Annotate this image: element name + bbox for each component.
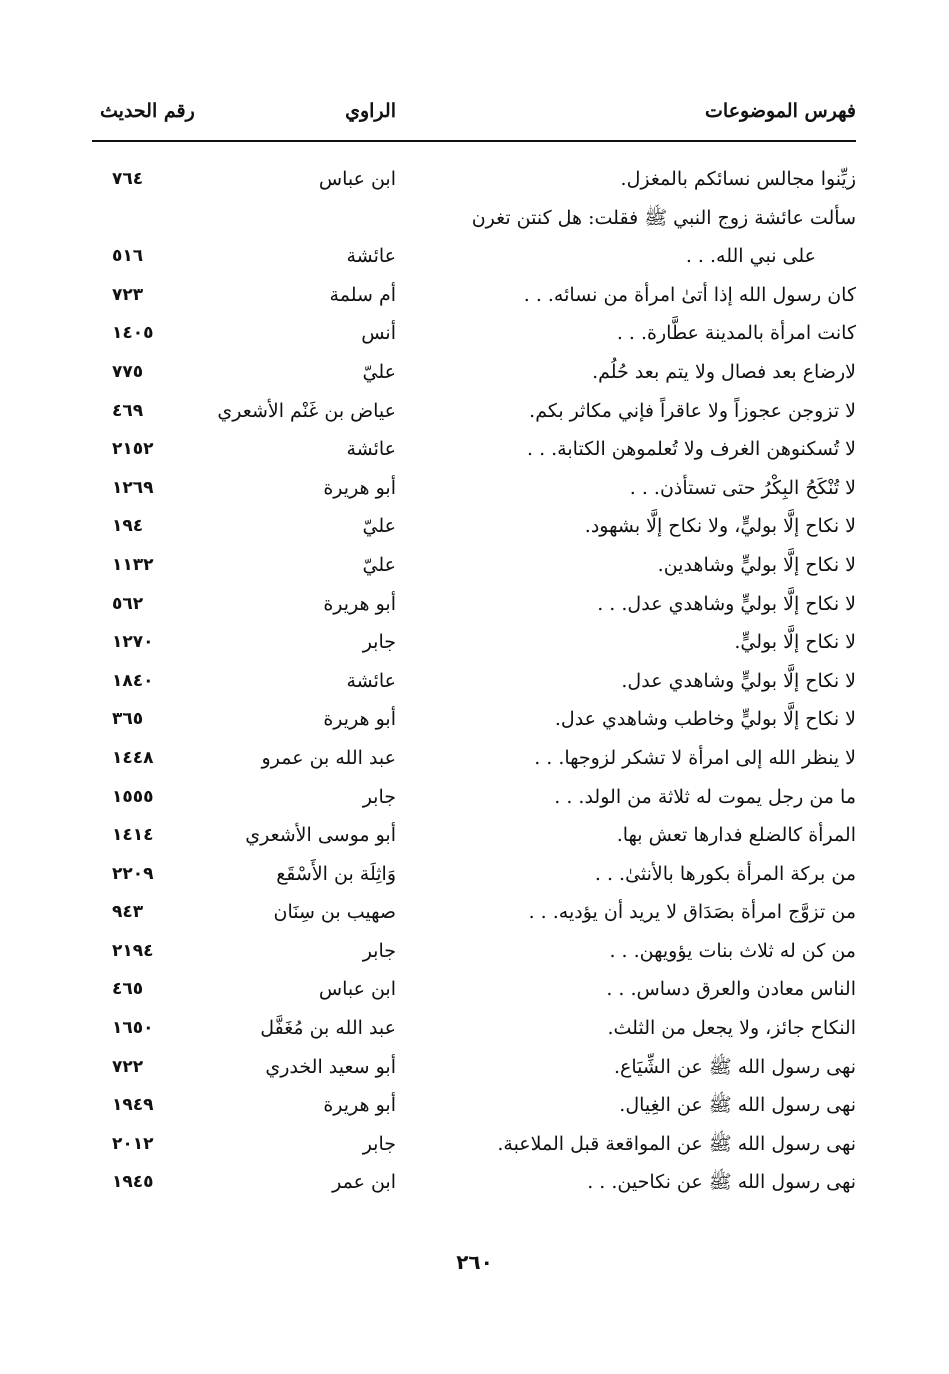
- index-row: [92, 546, 856, 585]
- hadith-text: لا ينظر الله إلى امرأة لا تشكر لزوجها. . .: [534, 746, 856, 769]
- narrator-name: جابر: [362, 785, 396, 808]
- hadith-number: ١٩٤٩: [112, 1095, 154, 1116]
- narrator-name: وَاثِلَة بن الأَسْقَع: [276, 862, 396, 885]
- hadith-text: من بركة المرأة بكورها بالأنثىٰ. . .: [594, 862, 856, 885]
- hadith-number: ١٨٤٠: [112, 670, 154, 691]
- narrator-name: جابر: [362, 631, 396, 654]
- hadith-text: نهى رسول الله ﷺ عن المواقعة قبل الملاعبة.: [497, 1132, 856, 1155]
- index-row: [92, 585, 856, 624]
- hadith-number: ٤٦٩: [112, 400, 144, 421]
- index-row: [92, 970, 856, 1009]
- hadith-text: لا نكاح إلَّا بوليٍّ وشاهدي عدل.: [621, 669, 856, 692]
- hadith-number: ١٤٠٥: [112, 323, 154, 344]
- hadith-text: لا نكاح إلَّا بوليٍّ وشاهدي عدل. . .: [597, 592, 856, 615]
- narrator-name: جابر: [362, 1132, 396, 1155]
- hadith-number: ٥١٦: [112, 246, 144, 267]
- index-row: [92, 662, 856, 701]
- narrator-name: عائشة: [346, 669, 396, 692]
- hadith-text: لا تزوجن عجوزاً ولا عاقراً فإني مكاثر بكم.: [529, 399, 856, 422]
- index-row: [92, 739, 856, 778]
- narrator-name: أبو موسى الأشعري: [245, 824, 396, 847]
- hadith-number: ٢٢٠٩: [112, 863, 154, 884]
- index-row: [92, 237, 856, 276]
- hadith-text: من تزوَّج امرأة بصَدَاق لا يريد أن يؤديه. . .: [528, 901, 856, 924]
- hadith-number: ١١٣٢: [112, 554, 154, 575]
- narrator-name: عبد الله بن عمرو: [261, 746, 396, 769]
- hadith-text: لا نكاح إلَّا بوليٍّ.: [734, 631, 856, 654]
- narrator-name: أبو سعيد الخدري: [265, 1055, 396, 1078]
- index-row: [92, 1048, 856, 1087]
- hadith-text: سألت عائشة زوج النبي ﷺ فقلت: هل كنتن تغرن: [471, 206, 856, 229]
- index-row: [92, 160, 856, 199]
- hadith-number: ٧٧٥: [112, 361, 144, 382]
- hadith-number: ١٥٥٥: [112, 786, 154, 807]
- index-row: [92, 1163, 856, 1202]
- index-row: [92, 199, 856, 238]
- hadith-number: ٢١٥٢: [112, 439, 154, 460]
- hadith-number: ٥٦٢: [112, 593, 144, 614]
- index-row: [92, 778, 856, 817]
- index-row: [92, 430, 856, 469]
- header-hadith-number: رقم الحديث: [100, 100, 195, 122]
- hadith-text: لا نكاح إلَّا بوليٍّ وخاطب وشاهدي عدل.: [554, 708, 856, 731]
- header-title: فهرس الموضوعات: [705, 100, 856, 122]
- index-row: [92, 507, 856, 546]
- narrator-name: عليّ: [362, 553, 396, 576]
- index-row: [92, 932, 856, 971]
- narrator-name: ابن عباس: [318, 168, 396, 190]
- hadith-number: ٢٠١٢: [112, 1133, 154, 1154]
- hadith-number: ١٤١٤: [112, 825, 154, 846]
- index-row: [92, 855, 856, 894]
- hadith-text: المرأة كالضلع فدارها تعش بها.: [616, 824, 856, 847]
- narrator-name: ابن عباس: [318, 978, 396, 1001]
- narrator-name: عبد الله بن مُغَفَّل: [260, 1017, 396, 1040]
- hadith-number: ٩٤٣: [112, 902, 144, 923]
- narrator-name: أبو هريرة: [323, 708, 396, 731]
- narrator-name: صهيب بن سِنَان: [273, 901, 396, 924]
- hadith-number: ١٦٥٠: [112, 1018, 154, 1039]
- index-row: [92, 1125, 856, 1164]
- narrator-name: عياض بن غَنْم الأشعري: [217, 399, 396, 422]
- narrator-name: ابن عمر: [332, 1171, 396, 1194]
- index-row: [92, 1086, 856, 1125]
- index-row: [92, 469, 856, 508]
- hadith-text: نهى رسول الله ﷺ عن الشِّيَاع.: [613, 1055, 856, 1078]
- index-row: [92, 893, 856, 932]
- narrator-name: عليّ: [362, 515, 396, 538]
- narrator-name: عائشة: [346, 438, 396, 461]
- narrator-name: أبو هريرة: [323, 476, 396, 499]
- index-row: [92, 1009, 856, 1048]
- hadith-text: الناس معادن والعرق دساس. . .: [606, 978, 856, 1001]
- index-row: [92, 700, 856, 739]
- header-rule: [92, 140, 856, 142]
- hadith-number: ٧٢٣: [112, 284, 144, 305]
- hadith-text: على نبي الله. . .: [685, 245, 816, 268]
- narrator-name: عليّ: [362, 360, 396, 383]
- hadith-number: ١٤٤٨: [112, 747, 154, 768]
- hadith-number: ١٩٤: [112, 516, 144, 537]
- hadith-number: ٤٦٥: [112, 979, 144, 1000]
- narrator-name: أنس: [361, 322, 396, 345]
- hadith-text: ما من رجل يموت له ثلاثة من الولد. . .: [554, 785, 856, 808]
- narrator-name: جابر: [362, 939, 396, 962]
- hadith-number: ٣٦٥: [112, 709, 144, 730]
- hadith-number: ٧٢٢: [112, 1056, 144, 1077]
- hadith-text: زيِّنوا مجالس نسائكم بالمغزل.: [620, 168, 856, 190]
- hadith-text: كان رسول الله إذا أتىٰ امرأة من نسائه. . .: [523, 283, 856, 306]
- hadith-text: لا تُسكنوهن الغرف ولا تُعلموهن الكتابة. . .: [526, 438, 856, 461]
- narrator-name: عائشة: [346, 245, 396, 268]
- hadith-text: لا نكاح إلَّا بوليٍّ، ولا نكاح إلَّا بشهود.: [584, 515, 856, 538]
- hadith-number: ١٩٤٥: [112, 1172, 154, 1193]
- index-row: [92, 623, 856, 662]
- hadith-text: لا تُنْكَحُ البِكْرُ حتى تستأذن. . .: [629, 476, 856, 499]
- index-row: [92, 816, 856, 855]
- index-row: [92, 353, 856, 392]
- hadith-text: نهى رسول الله ﷺ عن الغِيال.: [619, 1094, 856, 1117]
- hadith-number: ١٢٧٠: [112, 632, 154, 653]
- page-number: ٢٦٠: [456, 1250, 493, 1274]
- header-narrator: الراوي: [345, 100, 396, 122]
- narrator-name: أبو هريرة: [323, 592, 396, 615]
- hadith-text: لارضاع بعد فصال ولا يتم بعد حُلُم.: [592, 360, 856, 383]
- index-row: [92, 276, 856, 315]
- hadith-text: كانت امرأة بالمدينة عطَّارة. . .: [616, 322, 856, 345]
- hadith-text: من كن له ثلاث بنات يؤويهن. . .: [609, 939, 856, 962]
- hadith-number: ٢١٩٤: [112, 940, 154, 961]
- hadith-text: لا نكاح إلَّا بوليٍّ وشاهدين.: [657, 553, 856, 576]
- hadith-number: ٧٦٤: [112, 169, 144, 189]
- index-rows: [92, 160, 856, 1202]
- index-header: [92, 100, 856, 134]
- index-row: [92, 314, 856, 353]
- hadith-number: ١٢٦٩: [112, 477, 154, 498]
- hadith-text: النكاح جائز، ولا يجعل من الثلث.: [607, 1017, 856, 1040]
- index-row: [92, 392, 856, 431]
- narrator-name: أم سلمة: [329, 283, 396, 306]
- hadith-text: نهى رسول الله ﷺ عن نكاحين. . .: [587, 1171, 856, 1194]
- narrator-name: أبو هريرة: [323, 1094, 396, 1117]
